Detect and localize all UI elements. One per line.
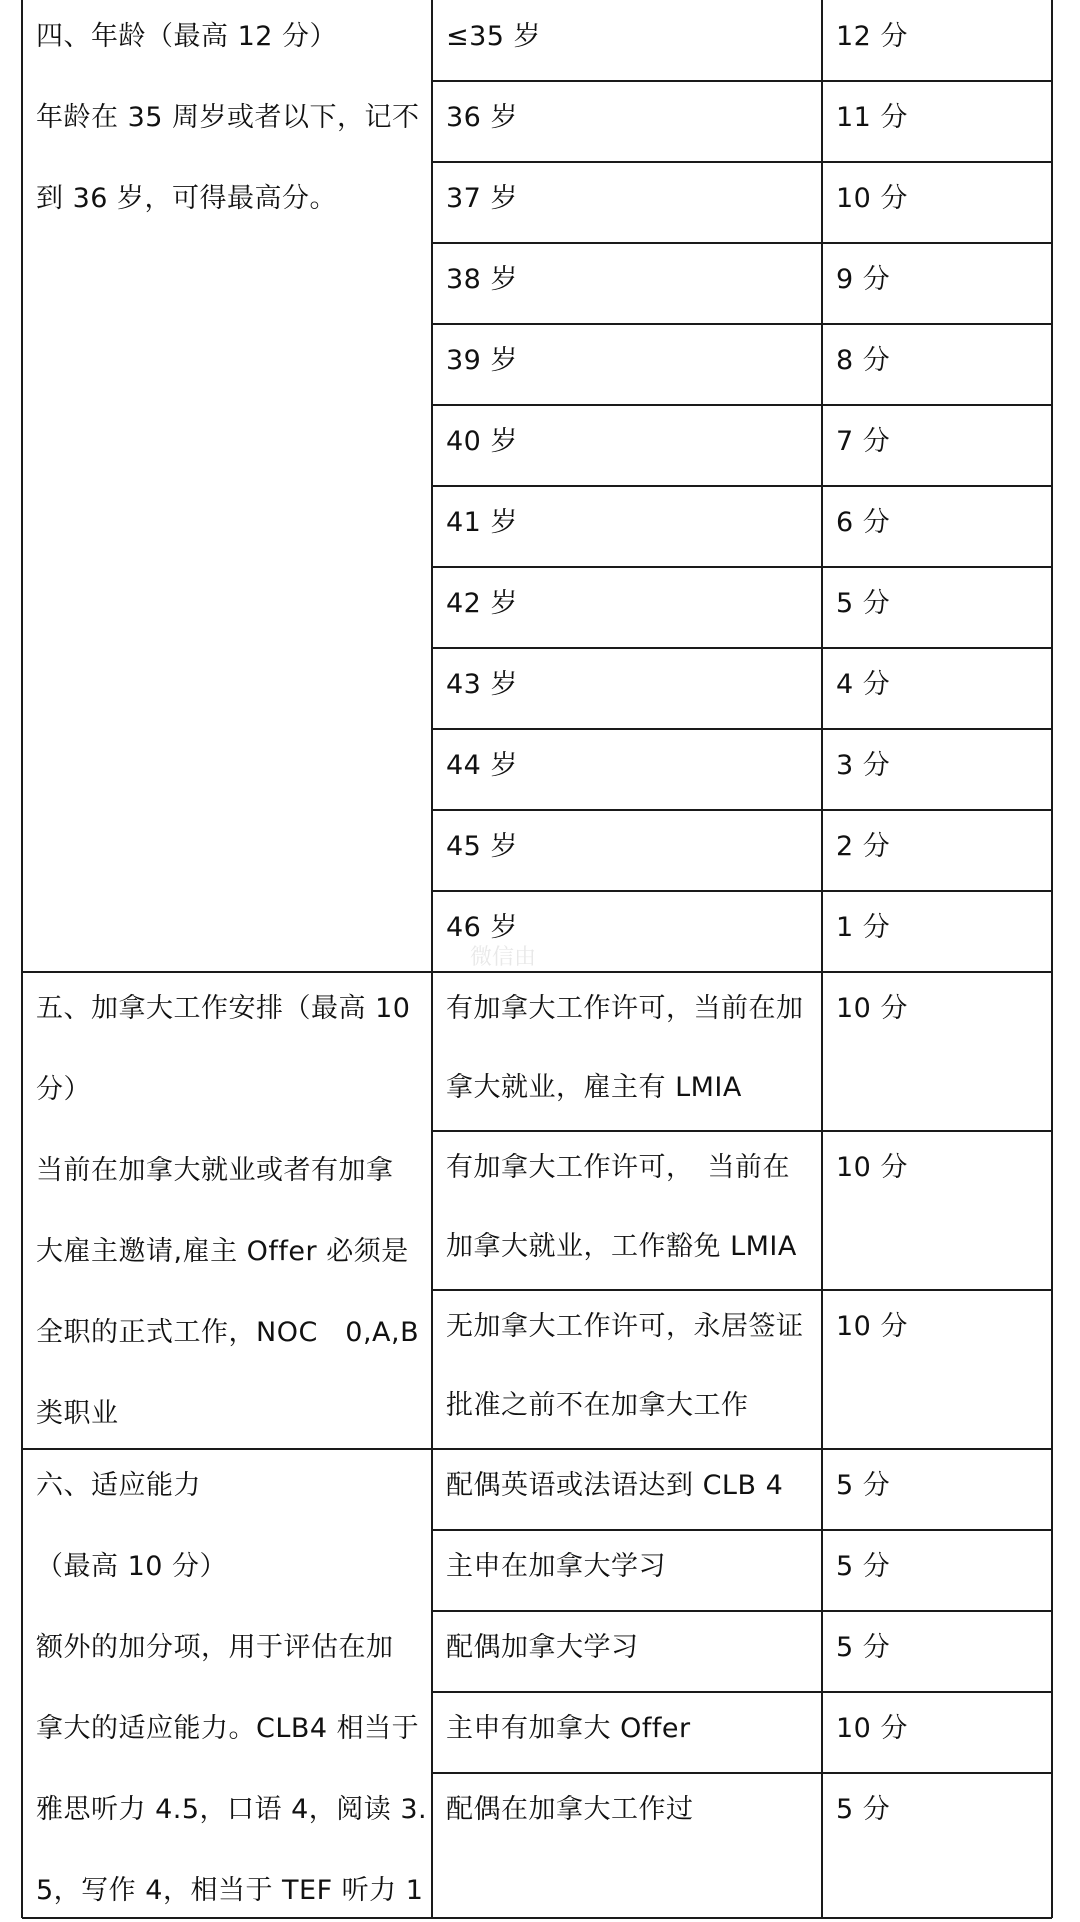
condition-cell: 46 岁 [446,912,518,943]
row-divider [432,404,1052,406]
row-divider [432,1610,1052,1612]
section-divider [22,1448,1052,1450]
section-work-description-line: 当前在加拿大就业或者有加拿 [36,1155,394,1186]
section-adaptability-description-line: 额外的加分项，用于评估在加 [36,1632,394,1663]
row-divider [432,1130,1052,1132]
score-cell: 6 分 [836,507,891,538]
section-adaptability-description-line: 六、适应能力 [36,1470,201,1501]
watermark: 微信由 [470,945,537,970]
section-adaptability-description-line: 拿大的适应能力。CLB4 相当于 [36,1713,420,1744]
row-divider [432,485,1052,487]
section-adaptability-description-line: 5，写作 4，相当于 TEF 听力 1 [36,1875,424,1906]
condition-cell: 有加拿大工作许可，当前在加 [446,993,804,1024]
condition-cell: 40 岁 [446,426,518,457]
score-cell: 4 分 [836,669,891,700]
condition-cell: 配偶英语或法语达到 CLB 4 [446,1470,784,1501]
score-cell: 5 分 [836,1470,891,1501]
condition-cell: 有加拿大工作许可， 当前在 [446,1152,790,1183]
section-age-description-line: 到 36 岁，可得最高分。 [36,183,338,214]
score-cell: 2 分 [836,831,891,862]
row-divider [432,242,1052,244]
score-cell: 10 分 [836,183,908,214]
condition-cell: 批准之前不在加拿大工作 [446,1390,749,1421]
score-cell: 3 分 [836,750,891,781]
score-cell: 5 分 [836,1551,891,1582]
condition-cell: 38 岁 [446,264,518,295]
score-cell: 12 分 [836,21,908,52]
condition-cell: 41 岁 [446,507,518,538]
row-divider [432,809,1052,811]
score-cell: 10 分 [836,993,908,1024]
row-divider [432,161,1052,163]
section-work-description-line: 大雇主邀请,雇主 Offer 必须是 [36,1236,409,1267]
section-work-description-line: 分） [36,1074,91,1105]
condition-cell: 36 岁 [446,102,518,133]
score-cell: 11 分 [836,102,908,133]
condition-cell: 无加拿大工作许可，永居签证 [446,1311,804,1342]
section-adaptability-description-line: 雅思听力 4.5，口语 4，阅读 3. [36,1794,428,1825]
table-border-right [1051,0,1053,1918]
score-cell: 10 分 [836,1713,908,1744]
condition-cell: 39 岁 [446,345,518,376]
section-age-description-line: 四、年龄（最高 12 分） [36,21,338,52]
score-cell: 1 分 [836,912,891,943]
score-cell: 9 分 [836,264,891,295]
condition-cell: 37 岁 [446,183,518,214]
section-adaptability-description-line: （最高 10 分） [36,1551,228,1582]
condition-cell: 45 岁 [446,831,518,862]
condition-cell: 43 岁 [446,669,518,700]
condition-cell: 42 岁 [446,588,518,619]
table-border-left [21,0,23,1918]
condition-cell: 配偶加拿大学习 [446,1632,639,1663]
condition-cell: 加拿大就业，工作豁免 LMIA [446,1231,797,1262]
row-divider [432,1772,1052,1774]
section-work-description-line: 全职的正式工作，NOC 0,A,B [36,1317,420,1348]
condition-cell: 44 岁 [446,750,518,781]
row-divider [432,566,1052,568]
score-cell: 5 分 [836,1794,891,1825]
score-cell: 5 分 [836,1632,891,1663]
section-work-description-line: 类职业 [36,1398,119,1429]
score-cell: 7 分 [836,426,891,457]
score-cell: 10 分 [836,1311,908,1342]
section-work-description-line: 五、加拿大工作安排（最高 10 [36,993,411,1024]
column-divider-1 [431,0,433,1918]
score-cell: 10 分 [836,1152,908,1183]
row-divider [432,80,1052,82]
condition-cell: ≤35 岁 [446,21,542,52]
row-divider [432,1529,1052,1531]
column-divider-2 [821,0,823,1918]
row-divider [432,323,1052,325]
condition-cell: 主申在加拿大学习 [446,1551,666,1582]
section-divider [22,971,1052,973]
condition-cell: 配偶在加拿大工作过 [446,1794,694,1825]
row-divider [432,890,1052,892]
row-divider [432,1289,1052,1291]
row-divider [432,647,1052,649]
condition-cell: 拿大就业，雇主有 LMIA [446,1072,742,1103]
row-divider [432,728,1052,730]
score-cell: 8 分 [836,345,891,376]
table-border-bottom [22,1917,1052,1919]
row-divider [432,1691,1052,1693]
condition-cell: 主申有加拿大 Offer [446,1713,691,1744]
section-age-description-line: 年龄在 35 周岁或者以下，记不 [36,102,420,133]
score-cell: 5 分 [836,588,891,619]
